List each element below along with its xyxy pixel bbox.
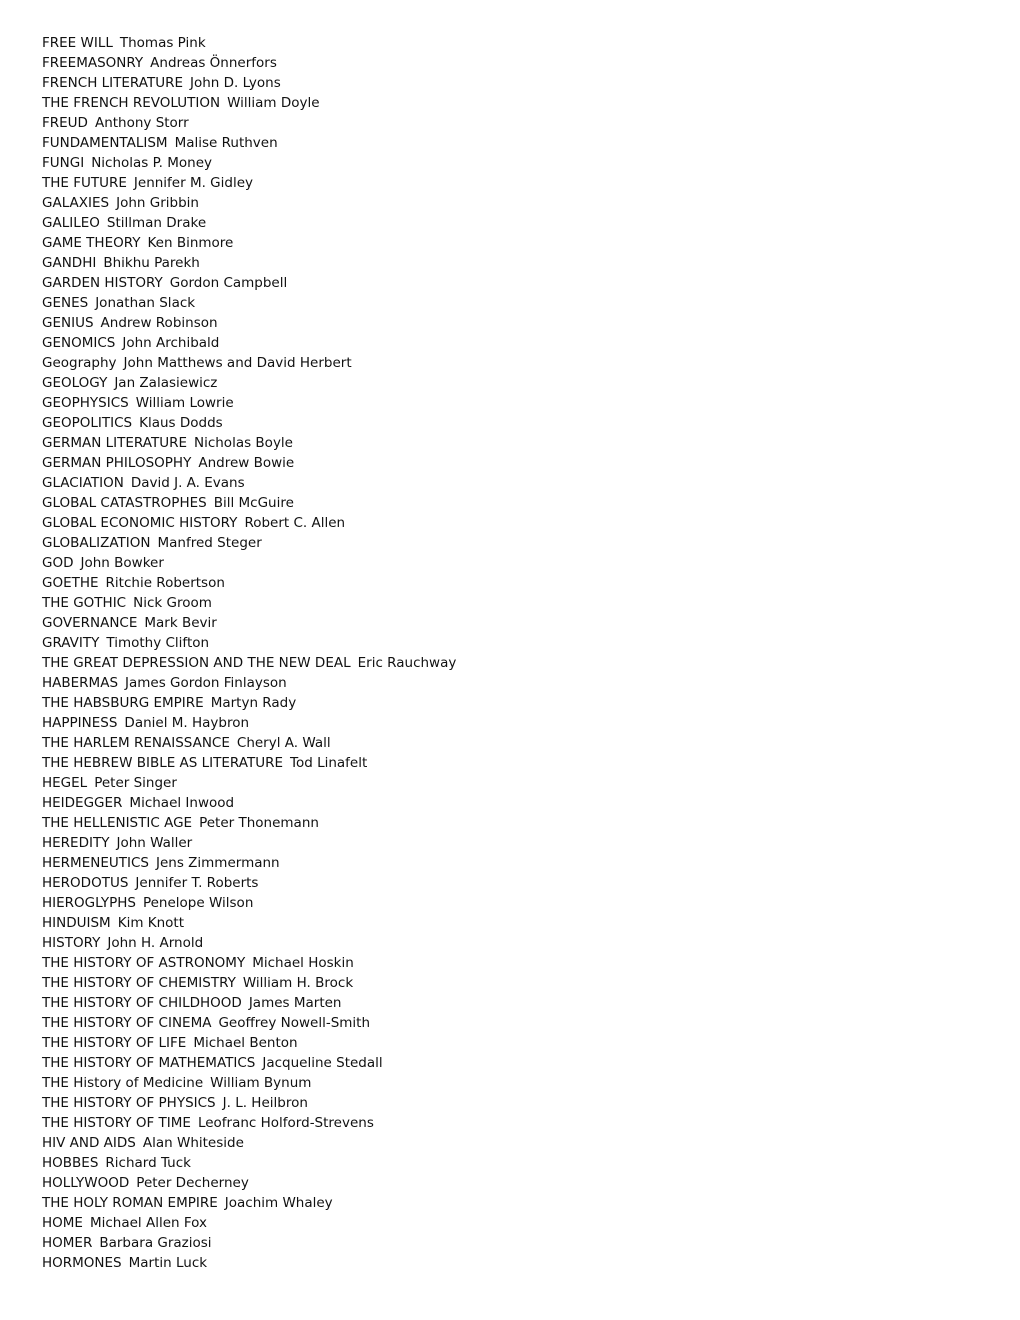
list-item [42, 573, 456, 593]
book-author: Peter Singer [94, 775, 177, 791]
list-item [42, 513, 456, 533]
list-item [42, 353, 456, 373]
list-item [42, 293, 456, 313]
book-author: Jennifer T. Roberts [135, 875, 259, 891]
book-title: GOETHE [42, 575, 99, 591]
book-author: Ken Binmore [147, 235, 234, 251]
book-title: GOVERNANCE [42, 615, 138, 631]
book-title: GLOBAL ECONOMIC HISTORY [42, 515, 238, 531]
list-item [42, 913, 456, 933]
book-title: THE HISTORY OF ASTRONOMY [42, 955, 246, 971]
list-item [42, 953, 456, 973]
book-title: HISTORY [42, 935, 101, 951]
list-item [42, 1033, 456, 1053]
book-author: Michael Hoskin [252, 955, 354, 971]
book-author: Malise Ruthven [174, 135, 278, 151]
book-author: Joachim Whaley [224, 1195, 333, 1211]
book-title: GAME THEORY [42, 235, 141, 251]
list-item [42, 1013, 456, 1033]
book-author: Peter Thonemann [199, 815, 319, 831]
list-item [42, 1093, 456, 1113]
book-author: John H. Arnold [107, 935, 204, 951]
list-item [42, 1113, 456, 1133]
book-title: THE HISTORY OF TIME [42, 1115, 191, 1131]
book-author: Gordon Campbell [169, 275, 288, 291]
book-author: John Waller [116, 835, 193, 851]
list-item [42, 373, 456, 393]
list-item [42, 833, 456, 853]
list-item [42, 673, 456, 693]
list-item [42, 433, 456, 453]
book-title: GENOMICS [42, 335, 116, 351]
book-author: Andrew Bowie [198, 455, 295, 471]
book-author: Thomas Pink [119, 35, 206, 51]
book-title: FREUD [42, 115, 88, 131]
book-author: Nicholas P. Money [91, 155, 213, 171]
book-title: THE FUTURE [42, 175, 127, 191]
list-item [42, 1213, 456, 1233]
book-title: THE HISTORY OF CINEMA [42, 1015, 212, 1031]
book-title: THE HOLY ROMAN EMPIRE [42, 1195, 218, 1211]
list-item [42, 653, 456, 673]
list-item [42, 893, 456, 913]
book-title: GANDHI [42, 255, 97, 271]
list-item [42, 753, 456, 773]
book-title: GALAXIES [42, 195, 110, 211]
book-title: FRENCH LITERATURE [42, 75, 183, 91]
book-title: GERMAN PHILOSOPHY [42, 455, 192, 471]
list-item [42, 473, 456, 493]
list-item [42, 133, 456, 153]
book-title: HOME [42, 1215, 83, 1231]
book-title: GOD [42, 555, 74, 571]
list-item [42, 773, 456, 793]
book-author: William Doyle [227, 95, 320, 111]
book-author: Martin Luck [128, 1255, 208, 1271]
book-author: James Gordon Finlayson [125, 675, 287, 691]
list-item [42, 713, 456, 733]
book-author: John Archibald [122, 335, 220, 351]
list-item [42, 993, 456, 1013]
book-author: Anthony Storr [94, 115, 189, 131]
book-title: HIV AND AIDS [42, 1135, 136, 1151]
book-author: Ritchie Robertson [105, 575, 225, 591]
book-title: HOBBES [42, 1155, 99, 1171]
list-item [42, 1133, 456, 1153]
book-author: Timothy Clifton [106, 635, 210, 651]
book-title: HORMONES [42, 1255, 122, 1271]
list-item [42, 273, 456, 293]
list-item [42, 73, 456, 93]
book-author: Alan Whiteside [142, 1135, 244, 1151]
list-item [42, 193, 456, 213]
book-title: FREEMASONRY [42, 55, 144, 71]
book-title: THE HEBREW BIBLE AS LITERATURE [42, 755, 283, 771]
list-item [42, 393, 456, 413]
book-title: GARDEN HISTORY [42, 275, 163, 291]
book-author: Michael Allen Fox [89, 1215, 207, 1231]
book-author: J. L. Heilbron [222, 1095, 308, 1111]
book-title: GENIUS [42, 315, 94, 331]
list-item [42, 213, 456, 233]
book-title: THE HABSBURG EMPIRE [42, 695, 204, 711]
list-item [42, 553, 456, 573]
book-author: Jan Zalasiewicz [114, 375, 218, 391]
book-title: HABERMAS [42, 675, 119, 691]
book-author: Geoffrey Nowell-Smith [218, 1015, 371, 1031]
book-author: Klaus Dodds [139, 415, 223, 431]
list-item [42, 613, 456, 633]
book-author: Bhikhu Parekh [103, 255, 200, 271]
list-item [42, 1253, 456, 1273]
book-author: John D. Lyons [189, 75, 281, 91]
list-item [42, 853, 456, 873]
list-item [42, 813, 456, 833]
book-author: Jennifer M. Gidley [133, 175, 254, 191]
book-author: William H. Brock [242, 975, 354, 991]
book-title: GEOPOLITICS [42, 415, 133, 431]
book-title: GRAVITY [42, 635, 100, 651]
list-item [42, 253, 456, 273]
list-item [42, 793, 456, 813]
list-item [42, 1193, 456, 1213]
book-title: GEOLOGY [42, 375, 108, 391]
book-author: Stillman Drake [106, 215, 207, 231]
book-title: GENES [42, 295, 89, 311]
book-title: THE HISTORY OF MATHEMATICS [42, 1055, 256, 1071]
book-author: John Gribbin [116, 195, 199, 211]
list-item [42, 933, 456, 953]
book-author: Eric Rauchway [357, 655, 457, 671]
book-title: FUNGI [42, 155, 85, 171]
list-item [42, 633, 456, 653]
book-author: Robert C. Allen [244, 515, 346, 531]
book-title: GERMAN LITERATURE [42, 435, 187, 451]
list-item [42, 153, 456, 173]
list-item [42, 333, 456, 353]
book-title: THE HELLENISTIC AGE [42, 815, 193, 831]
book-title: HOLLYWOOD [42, 1175, 130, 1191]
book-author: Penelope Wilson [142, 895, 254, 911]
book-author: Martyn Rady [210, 695, 297, 711]
book-author: Andrew Robinson [100, 315, 218, 331]
book-author: Bill McGuire [213, 495, 294, 511]
list-item [42, 593, 456, 613]
list-item [42, 113, 456, 133]
book-title: THE GREAT DEPRESSION AND THE NEW DEAL [42, 655, 351, 671]
book-title: HEGEL [42, 775, 88, 791]
book-title: THE HISTORY OF PHYSICS [42, 1095, 216, 1111]
list-item [42, 233, 456, 253]
book-author: Andreas Önnerfors [150, 55, 277, 71]
book-title: FUNDAMENTALISM [42, 135, 168, 151]
book-title: HERMENEUTICS [42, 855, 149, 871]
book-title: HIEROGLYPHS [42, 895, 136, 911]
book-author: Jonathan Slack [95, 295, 196, 311]
book-author: Richard Tuck [105, 1155, 191, 1171]
list-item [42, 1153, 456, 1173]
book-title: GALILEO [42, 215, 100, 231]
book-title: HEIDEGGER [42, 795, 123, 811]
book-author: Leofranc Holford-Strevens [197, 1115, 374, 1131]
book-author: Manfred Steger [157, 535, 262, 551]
book-title: THE HISTORY OF CHILDHOOD [42, 995, 242, 1011]
list-item [42, 453, 456, 473]
book-list [42, 33, 456, 1273]
book-title: HAPPINESS [42, 715, 118, 731]
book-author: William Bynum [210, 1075, 312, 1091]
book-author: Peter Decherney [136, 1175, 249, 1191]
book-author: David J. A. Evans [130, 475, 245, 491]
list-item [42, 33, 456, 53]
book-author: Barbara Graziosi [99, 1235, 212, 1251]
list-item [42, 873, 456, 893]
book-title: GLACIATION [42, 475, 124, 491]
book-title: THE HISTORY OF CHEMISTRY [42, 975, 236, 991]
list-item [42, 173, 456, 193]
list-item [42, 973, 456, 993]
list-item [42, 313, 456, 333]
book-author: Daniel M. Haybron [124, 715, 250, 731]
book-title: HEREDITY [42, 835, 110, 851]
list-item [42, 493, 456, 513]
book-title: THE FRENCH REVOLUTION [42, 95, 221, 111]
list-item [42, 533, 456, 553]
book-title: GLOBALIZATION [42, 535, 151, 551]
book-title: THE HISTORY OF LIFE [42, 1035, 187, 1051]
book-author: Nicholas Boyle [193, 435, 293, 451]
list-item [42, 1173, 456, 1193]
book-author: Michael Benton [193, 1035, 298, 1051]
book-author: Mark Bevir [144, 615, 217, 631]
book-author: John Bowker [80, 555, 164, 571]
book-author: James Marten [248, 995, 342, 1011]
list-item [42, 1233, 456, 1253]
list-item [42, 93, 456, 113]
book-title: GEOPHYSICS [42, 395, 129, 411]
book-title: HERODOTUS [42, 875, 129, 891]
book-title: FREE WILL [42, 35, 113, 51]
book-title: THE GOTHIC [42, 595, 127, 611]
book-title: THE HARLEM RENAISSANCE [42, 735, 230, 751]
book-title: HINDUISM [42, 915, 111, 931]
book-title: GLOBAL CATASTROPHES [42, 495, 207, 511]
book-author: Cheryl A. Wall [236, 735, 331, 751]
book-author: Kim Knott [117, 915, 185, 931]
book-author: William Lowrie [135, 395, 234, 411]
list-item [42, 733, 456, 753]
book-title: HOMER [42, 1235, 93, 1251]
list-item [42, 1073, 456, 1093]
book-author: Tod Linafelt [290, 755, 368, 771]
list-item [42, 413, 456, 433]
list-item [42, 693, 456, 713]
book-author: Michael Inwood [129, 795, 235, 811]
list-item [42, 1053, 456, 1073]
book-title: Geography [42, 355, 117, 371]
book-author: Jacqueline Stedall [262, 1055, 383, 1071]
book-title: THE History of Medicine [42, 1075, 204, 1091]
list-item [42, 53, 456, 73]
book-author: Nick Groom [133, 595, 212, 611]
book-author: John Matthews and David Herbert [123, 355, 352, 371]
book-author: Jens Zimmermann [155, 855, 280, 871]
